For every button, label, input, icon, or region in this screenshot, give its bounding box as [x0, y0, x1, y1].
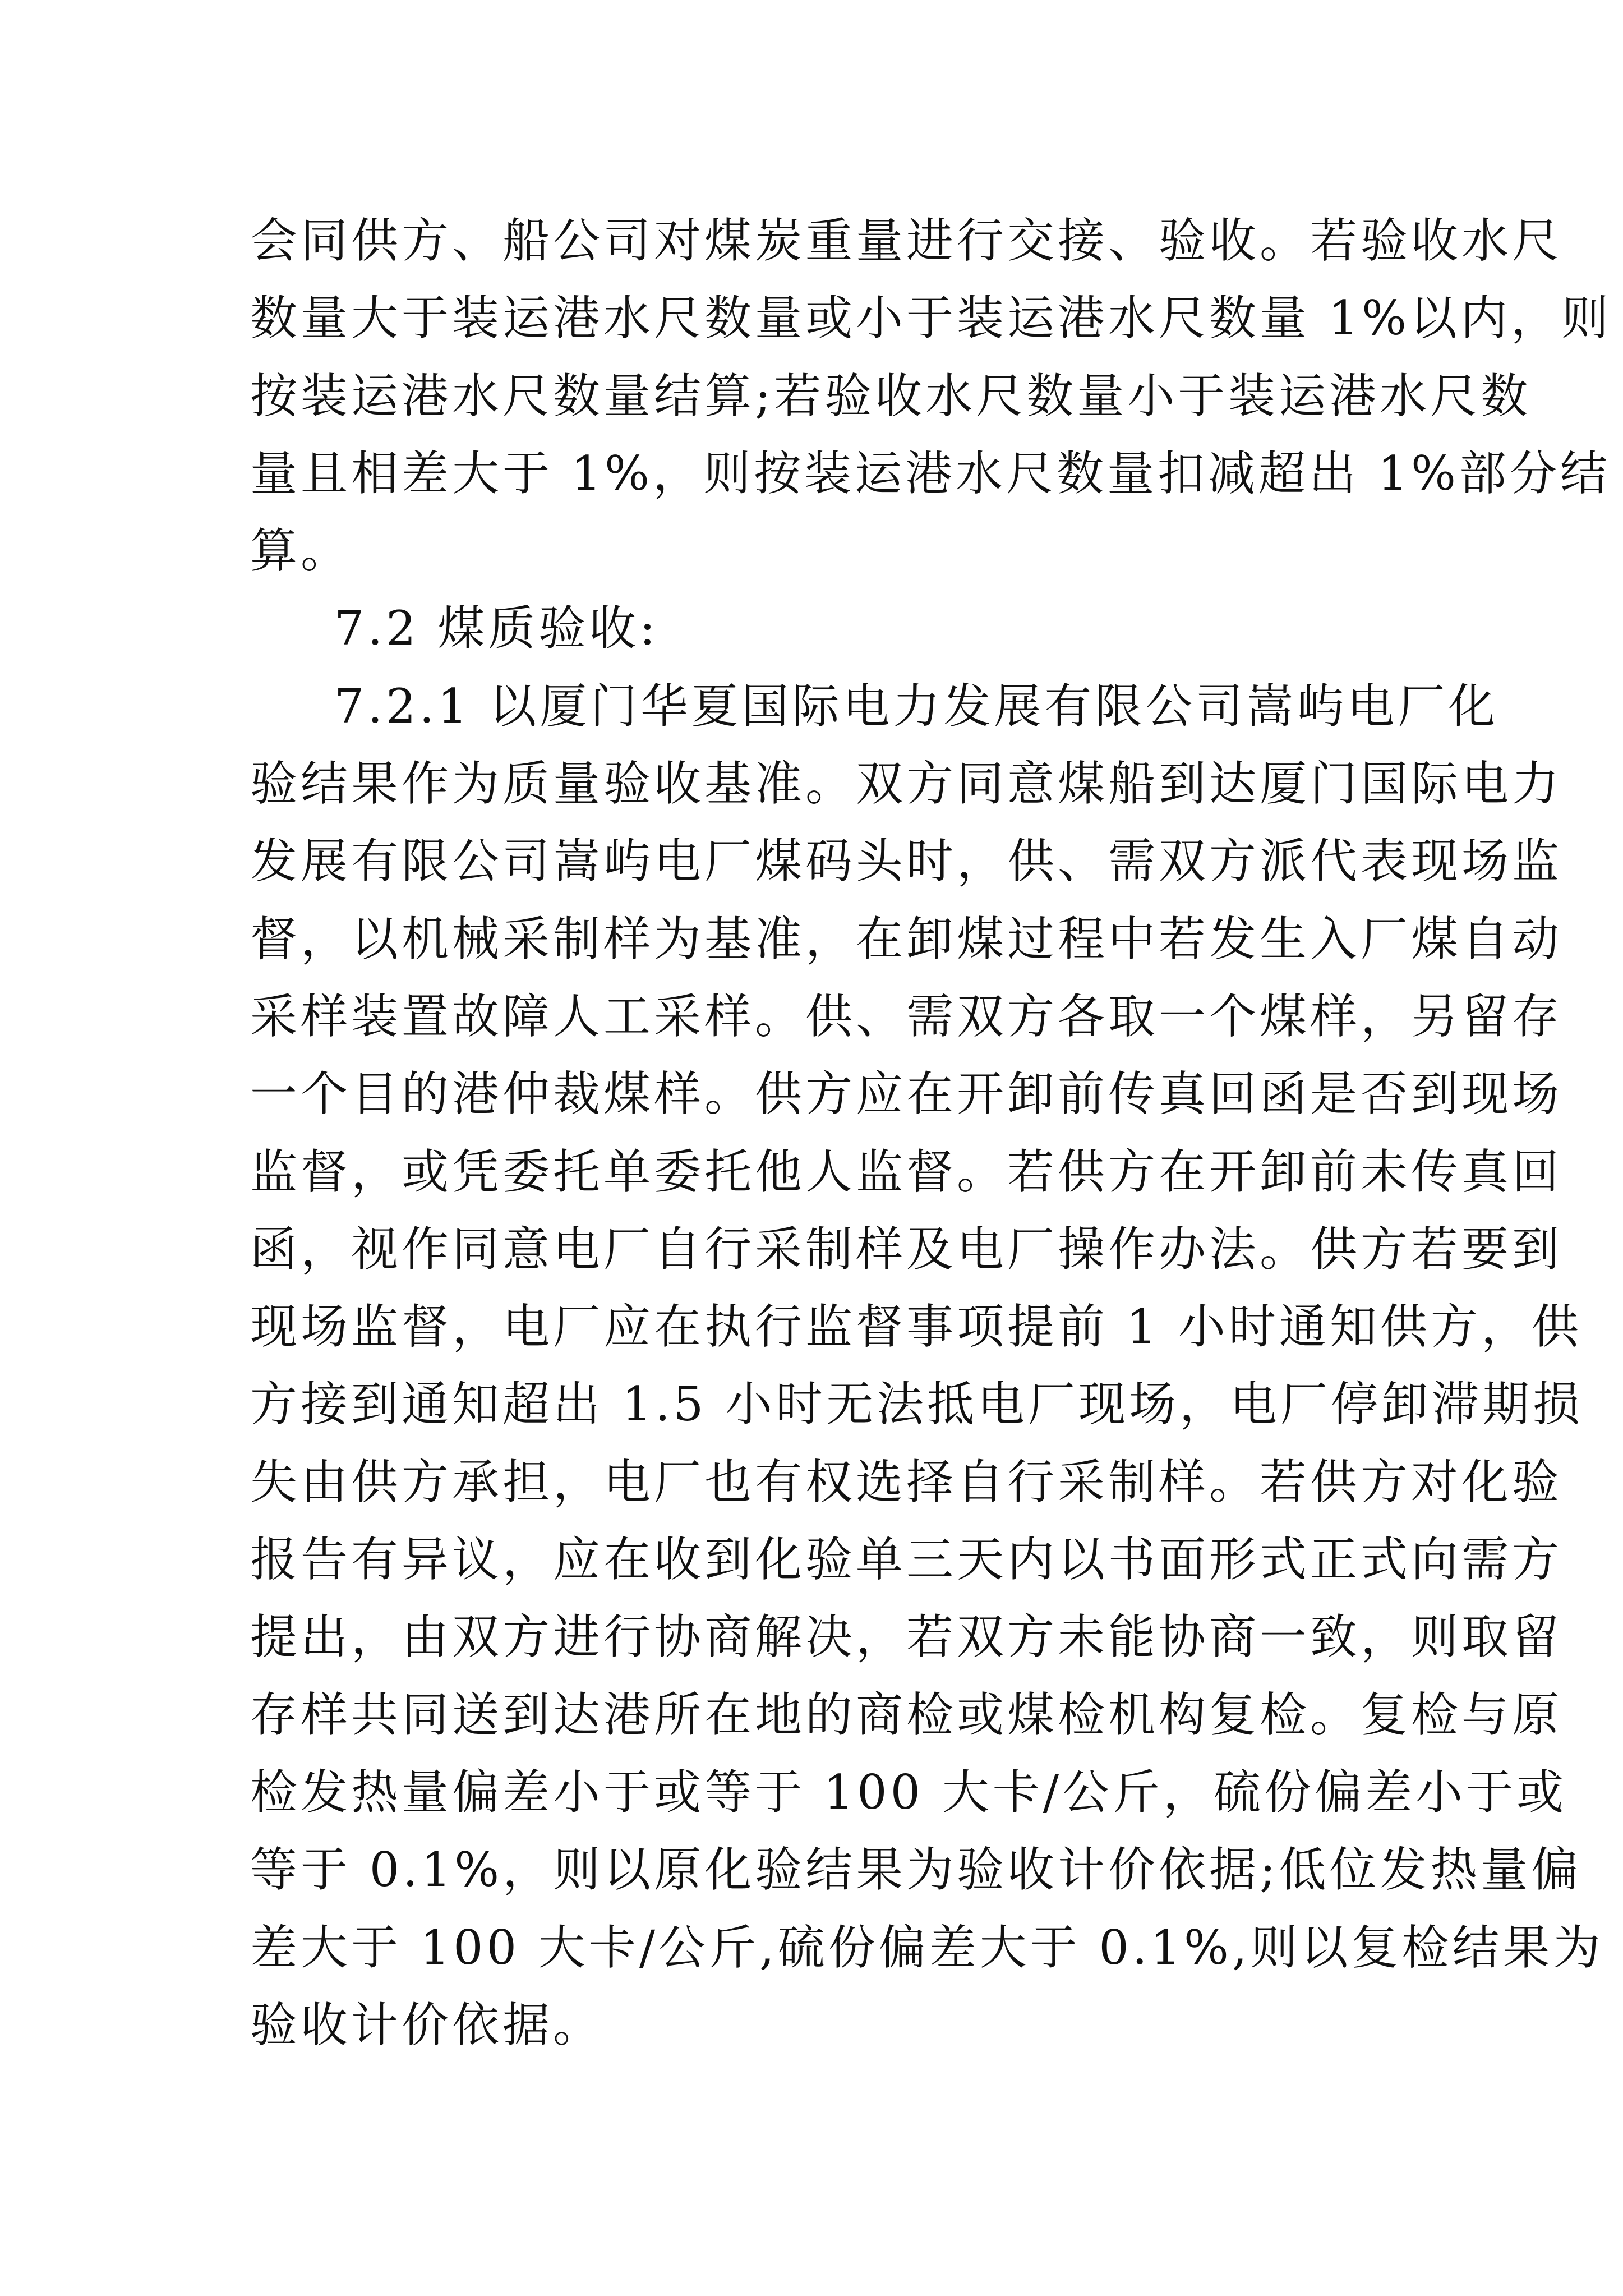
paragraph-7-2-1	[250, 668, 1604, 2064]
section-heading-7-2: 7.2 煤质验收:	[334, 601, 659, 656]
text-line: 差大于 100 大卡/公斤,硫份偏差大于 0.1%,则以复检结果为	[250, 1920, 1604, 1975]
text-line: 函，视作同意电厂自行采制样及电厂操作办法。供方若要到	[250, 1221, 1563, 1277]
text-line: 方接到通知超出 1.5 小时无法抵电厂现场，电厂停卸滞期损	[250, 1377, 1583, 1432]
text-line: 存样共同送到达港所在地的商检或煤检机构复检。复检与原	[250, 1687, 1563, 1742]
text-line: 发展有限公司嵩屿电厂煤码头时，供、需双方派代表现场监	[250, 834, 1563, 889]
text-line: 等于 0.1%，则以原化验结果为验收计价依据;低位发热量偏	[250, 1842, 1582, 1898]
text-line: 一个目的港仲裁煤样。供方应在开卸前传真回函是否到现场	[250, 1066, 1563, 1122]
text-line: 报告有异议，应在收到化验单三天内以书面形式正式向需方	[250, 1532, 1563, 1588]
text-line: 督，以机械采制样为基准，在卸煤过程中若发生入厂煤自动	[250, 911, 1563, 967]
text-line: 7.2.1 以厦门华夏国际电力发展有限公司嵩屿电厂化	[334, 678, 1499, 734]
document-body	[250, 202, 1612, 2064]
text-line: 检发热量偏差小于或等于 100 大卡/公斤，硫份偏差小于或	[250, 1764, 1567, 1820]
text-line: 监督，或凭委托单委托他人监督。若供方在开卸前未传真回	[250, 1144, 1563, 1199]
text-line: 验结果作为质量验收基准。双方同意煤船到达厦门国际电力	[250, 756, 1563, 812]
text-line: 现场监督，电厂应在执行监督事项提前 1 小时通知供方，供	[250, 1299, 1582, 1355]
text-line: 按装运港水尺数量结算;若验收水尺数量小于装运港水尺数	[250, 368, 1532, 424]
text-line: 失由供方承担，电厂也有权选择自行采制样。若供方对化验	[250, 1454, 1563, 1510]
text-line: 提出，由双方进行协商解决，若双方未能协商一致，则取留	[250, 1609, 1563, 1665]
paragraph-weight-acceptance	[250, 202, 1612, 590]
text-line: 会同供方、船公司对煤炭重量进行交接、验收。若验收水尺	[250, 213, 1563, 268]
text-line: 数量大于装运港水尺数量或小于装运港水尺数量 1%以内，则	[250, 291, 1612, 346]
text-line: 采样装置故障人工采样。供、需双方各取一个煤样，另留存	[250, 988, 1563, 1044]
text-line: 算。	[250, 523, 352, 579]
text-line: 验收计价依据。	[250, 1997, 604, 2053]
text-line: 量且相差大于 1%，则按装运港水尺数量扣减超出 1%部分结	[250, 445, 1611, 501]
